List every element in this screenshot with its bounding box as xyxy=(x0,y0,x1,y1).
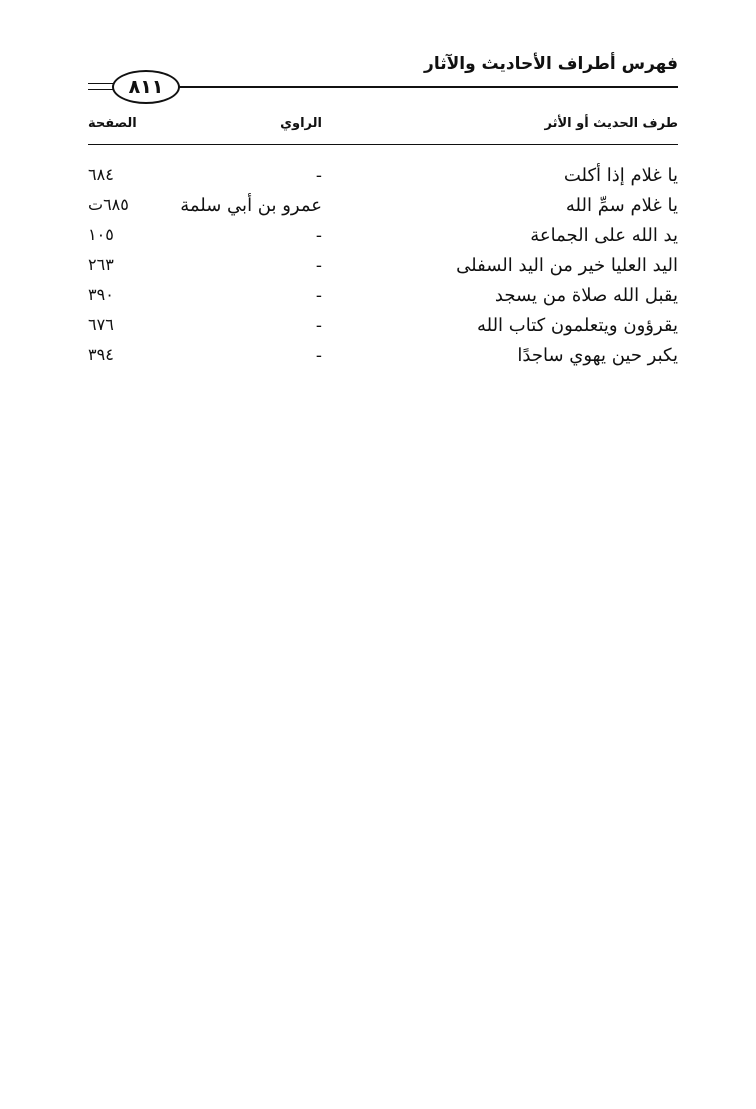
hadith-text: اليد العليا خير من اليد السفلى xyxy=(456,255,678,276)
narrator: - xyxy=(315,165,322,186)
narrator: - xyxy=(315,285,322,306)
page-number-oval xyxy=(112,70,180,104)
column-header-text: طرف الحديث أو الأثر xyxy=(544,116,678,131)
table-row xyxy=(88,343,678,373)
page-ref: ٣٩٤ xyxy=(88,345,114,364)
narrator: عمرو بن أبي سلمة xyxy=(180,195,322,216)
narrator: - xyxy=(315,315,322,336)
column-header-row xyxy=(88,108,678,145)
narrator: - xyxy=(315,225,322,246)
column-header-narrator: الراوي xyxy=(280,116,322,131)
table-row xyxy=(88,163,678,193)
hadith-text: يكبر حين يهوي ساجدًا xyxy=(517,345,678,366)
hadith-text: يقرؤون ويتعلمون كتاب الله xyxy=(476,315,678,336)
table-row xyxy=(88,313,678,343)
header-rule xyxy=(168,86,678,88)
narrator: - xyxy=(315,255,322,276)
page-ref: ٣٩٠ xyxy=(88,285,114,304)
page-ref: ١٠٥ xyxy=(88,225,114,244)
table-row xyxy=(88,223,678,253)
page-ref: ٦٧٦ xyxy=(88,315,114,334)
page-number: ٨١١ xyxy=(128,76,164,98)
index-table xyxy=(88,108,678,373)
hadith-text: يا غلام إذا أكلت xyxy=(563,165,678,186)
running-title: فهرس أطراف الأحاديث والآثار xyxy=(424,54,678,74)
table-row xyxy=(88,193,678,223)
page-ref: ٢٦٣ xyxy=(88,255,114,274)
page-ref: ٦٨٥ت xyxy=(88,195,129,214)
column-header-page: الصفحة xyxy=(88,116,137,131)
table-row xyxy=(88,283,678,313)
hadith-text: يد الله على الجماعة xyxy=(530,225,678,246)
table-body xyxy=(88,145,678,373)
hadith-text: يقبل الله صلاة من يسجد xyxy=(494,285,678,306)
page-ref: ٦٨٤ xyxy=(88,165,114,184)
page-header xyxy=(88,52,678,100)
narrator: - xyxy=(315,345,322,366)
hadith-text: يا غلام سمِّ الله xyxy=(565,195,678,216)
table-row xyxy=(88,253,678,283)
